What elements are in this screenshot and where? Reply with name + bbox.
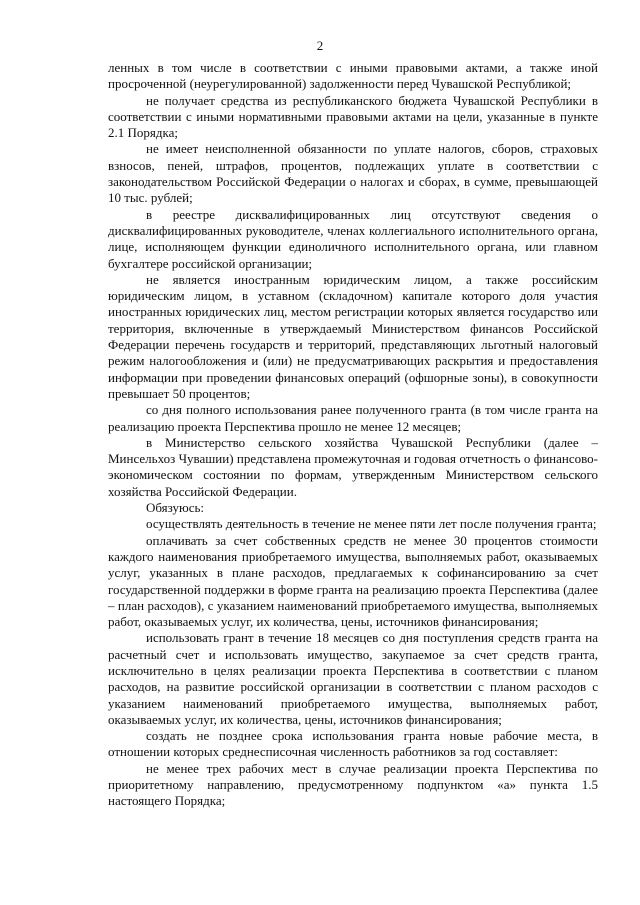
paragraph-new-jobs: создать не позднее срока использования гранта новые рабочие места, в отношении которых среднесписочная численность работников за год составляет: xyxy=(108,728,598,760)
paragraph-disqualified-registry: в реестре дисквалифицированных лиц отсутствуют сведения о дисквалифицированных руководителе, членах коллегиального исполнительного органа, лице, исполняющем функции единоличного исполнительного органа, или главном бухгалтере российской организации; xyxy=(108,206,598,271)
paragraph-grant-usage: использовать грант в течение 18 месяцев со дня поступления средств гранта на расчетный счет и использовать имущество, закупаемое за счет средств гранта, исключительно в целях реализации проекта Перспектива в соответствии с планом расходов, на развитие российской организации в соответствии с планом расходов с указанием наименований приобретаемого имущества, выполняемых работ, оказываемых услуг, их количества, цены, источников финансирования; xyxy=(108,630,598,727)
paragraph-reporting-submitted: в Министерство сельского хозяйства Чувашской Республики (далее – Минсельхоз Чувашии) представлена промежуточная и годовая отчетность о финансово-экономическом состоянии по формам, утвержденным Министерством сельского хозяйства Российской Федерации. xyxy=(108,434,598,499)
paragraph-cofinancing: оплачивать за счет собственных средств не менее 30 процентов стоимости каждого наименования приобретаемого имущества, выполняемых работ, оказываемых услуг, указанных в плане расходов, предлагаемых к софинансированию за счет государственной поддержки в форме гранта на реализацию проекта Перспектива (далее – план расходов), с указанием наименований приобретаемого имущества, выполняемых работ, оказываемых услуг, их количества, цены, источников финансирования; xyxy=(108,532,598,630)
page-number: 2 xyxy=(316,38,324,53)
paragraph-no-budget-funds: не получает средства из республиканского бюджета Чувашской Республики в соответствии с иными нормативными правовыми актами на цели, указанные в пункте 2.1 Порядка; xyxy=(108,92,598,141)
paragraph-not-foreign-entity: не является иностранным юридическим лицом, а также российским юридическим лицом, в уставном (складочном) капитале которого доля участия иностранных юридических лиц, местом регистрации которых является государство или территория, включенные в утверждаемый Министерством финансов Российской Федерации перечень государств и территорий, представляющих льготный налоговый режим налогообложения и (или) не предусматривающих раскрытия и предоставления информации при проведении финансовых операций (офшорные зоны), в совокупности превышает 50 процентов; xyxy=(108,271,598,401)
paragraph-prior-grant-period: со дня полного использования ранее полученного гранта (в том числе гранта на реализацию проекта Перспектива прошло не менее 12 месяцев; xyxy=(108,402,598,434)
paragraph-obligations-heading: Обязуюсь: xyxy=(146,500,205,516)
paragraph-three-jobs: не менее трех рабочих мест в случае реализации проекта Перспектива по приоритетному направлению, предусмотренному подпунктом «а» пункта 1.5 настоящего Порядка; xyxy=(108,760,598,809)
paragraph-five-years-activity: осуществлять деятельность в течение не менее пяти лет после получения гранта; xyxy=(146,516,597,532)
paragraph-debt-continuation: ленных в том числе в соответствии с иными правовыми актами, а также иной просроченной (неурегулированной) задолженности перед Чувашской Республикой; xyxy=(108,60,598,92)
document-body xyxy=(108,60,598,810)
paragraph-no-tax-arrears: не имеет неисполненной обязанности по уплате налогов, сборов, страховых взносов, пеней, штрафов, процентов, подлежащих уплате в соответствии с законодательством Российской Федерации о налогах и сборах, в сумме, превышающей 10 тыс. рублей; xyxy=(108,141,598,206)
